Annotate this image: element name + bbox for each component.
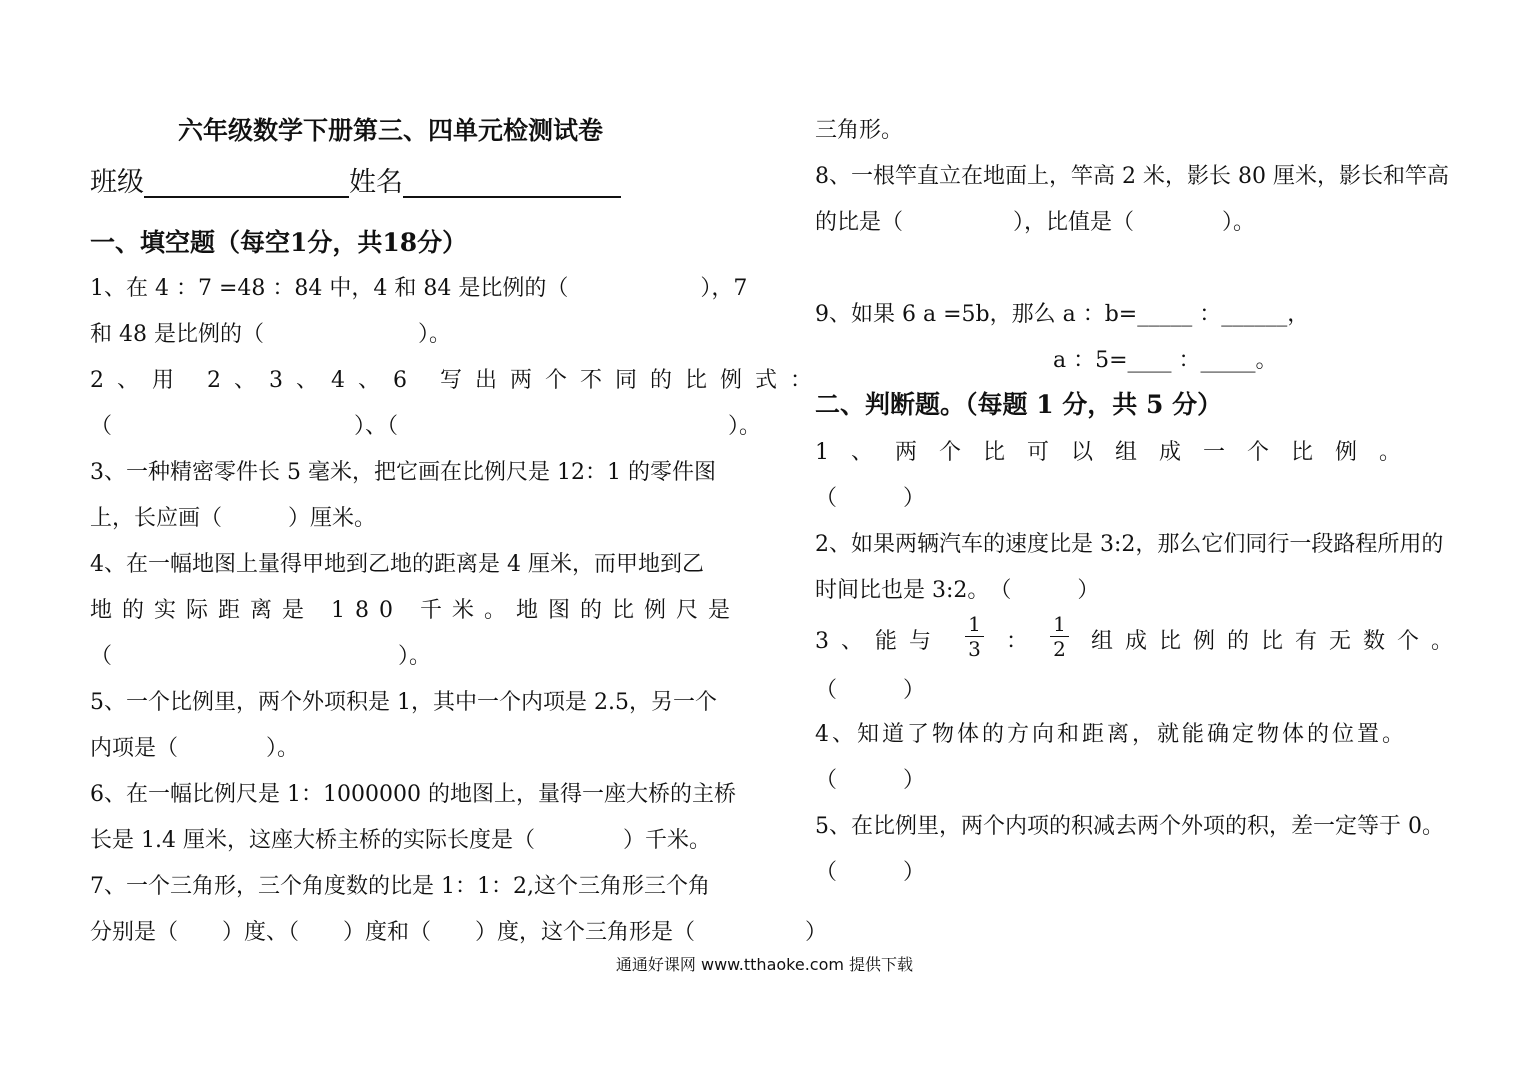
question-line: 三角形。 — [815, 118, 904, 143]
question-line: 的比是（ ），比值是（ ）。 — [815, 210, 1256, 235]
fraction-numerator: 1 — [965, 612, 984, 637]
question-line: 1、两个比可以组成一个比例。 — [815, 440, 1423, 465]
question-line: 4、知道了物体的方向和距离，就能确定物体的位置。 — [815, 722, 1407, 747]
footer-credit — [0, 954, 1529, 976]
question-line: 地的实际距离是 180 千米。地图的比例尺是 — [90, 598, 740, 623]
question-line: 2、如果两辆汽车的速度比是 3:2，那么它们同行一段路程所用的 — [815, 532, 1444, 557]
fraction-denominator: 3 — [968, 637, 981, 661]
question-line: 5、在比例里，两个内项的积减去两个外项的积，差一定等于 0。 — [815, 814, 1444, 839]
question-text: 组成比例的比有无数个。 — [1090, 629, 1465, 654]
question-line: 9、如果 6 a =5b，那么 a ：b=_____ ：______， — [815, 302, 1310, 327]
question-line: 7、一个三角形，三个角度数的比是 1：1：2,这个三角形三个角 — [90, 874, 710, 899]
question-line: 5、一个比例里，两个外项积是 1，其中一个内项是 2.5，另一个 — [90, 690, 717, 715]
student-info-header — [90, 168, 621, 198]
footer-text: 通通好课网 www.tthaoke.com 提供下载 — [615, 955, 914, 974]
answer-parentheses[interactable]: （ ） — [815, 486, 926, 511]
fraction-numerator: 1 — [1050, 612, 1069, 637]
question-fraction-line — [815, 612, 1465, 672]
page-title: 六年级数学下册第三、四单元检测试卷 — [178, 116, 604, 145]
section-heading-true-false: 二、判断题。（每题 1 分，共 5 分） — [815, 390, 1223, 419]
question-line: （ ）、（ ）。 — [90, 414, 762, 439]
ratio-colon: ： — [1005, 629, 1028, 654]
question-text: 3、能与 — [815, 629, 943, 654]
question-line: a ：5=____ ：_____。 — [1053, 348, 1278, 373]
question-line: 1、在 4 ：7 =48 ：84 中，4 和 84 是比例的（ ），7 — [90, 276, 748, 301]
question-line: 长是 1.4 厘米，这座大桥主桥的实际长度是（ ）千米。 — [90, 828, 711, 853]
question-line: 6、在一幅比例尺是 1：1000000 的地图上，量得一座大桥的主桥 — [90, 782, 736, 807]
class-blank[interactable] — [144, 170, 349, 198]
question-line: 分别是（ ）度、（ ）度和（ ）度，这个三角形是（ ） — [90, 920, 828, 945]
question-line: （ ）。 — [90, 644, 432, 669]
name-label: 姓名 — [349, 167, 403, 198]
question-line: 内项是（ ）。 — [90, 736, 300, 761]
answer-parentheses[interactable]: （ ） — [815, 768, 926, 793]
question-line: 4、在一幅地图上量得甲地到乙地的距离是 4 厘米，而甲地到乙 — [90, 552, 704, 577]
question-line: 8、一根竿直立在地面上，竿高 2 米，影长 80 厘米，影长和竿高 — [815, 164, 1449, 189]
question-line: 时间比也是 3:2。 （ ） — [815, 578, 1100, 603]
fraction-one-half — [1050, 612, 1069, 672]
answer-parentheses[interactable]: （ ） — [815, 860, 926, 885]
fraction-denominator: 2 — [1053, 637, 1066, 661]
question-line: 上，长应画（ ）厘米。 — [90, 506, 377, 531]
class-label: 班级 — [90, 167, 144, 198]
question-line: 和 48 是比例的（ ）。 — [90, 322, 451, 347]
fraction-one-third — [965, 612, 984, 672]
question-line: 3、一种精密零件长 5 毫米，把它画在比例尺是 12：1 的零件图 — [90, 460, 716, 485]
name-blank[interactable] — [403, 170, 621, 198]
question-line: 2、用 2、3、4、6 写出两个不同的比例式： — [90, 368, 825, 393]
section-heading-fill-in: 一、填空题（每空1分，共18分） — [90, 228, 468, 257]
answer-parentheses[interactable]: （ ） — [815, 678, 926, 703]
